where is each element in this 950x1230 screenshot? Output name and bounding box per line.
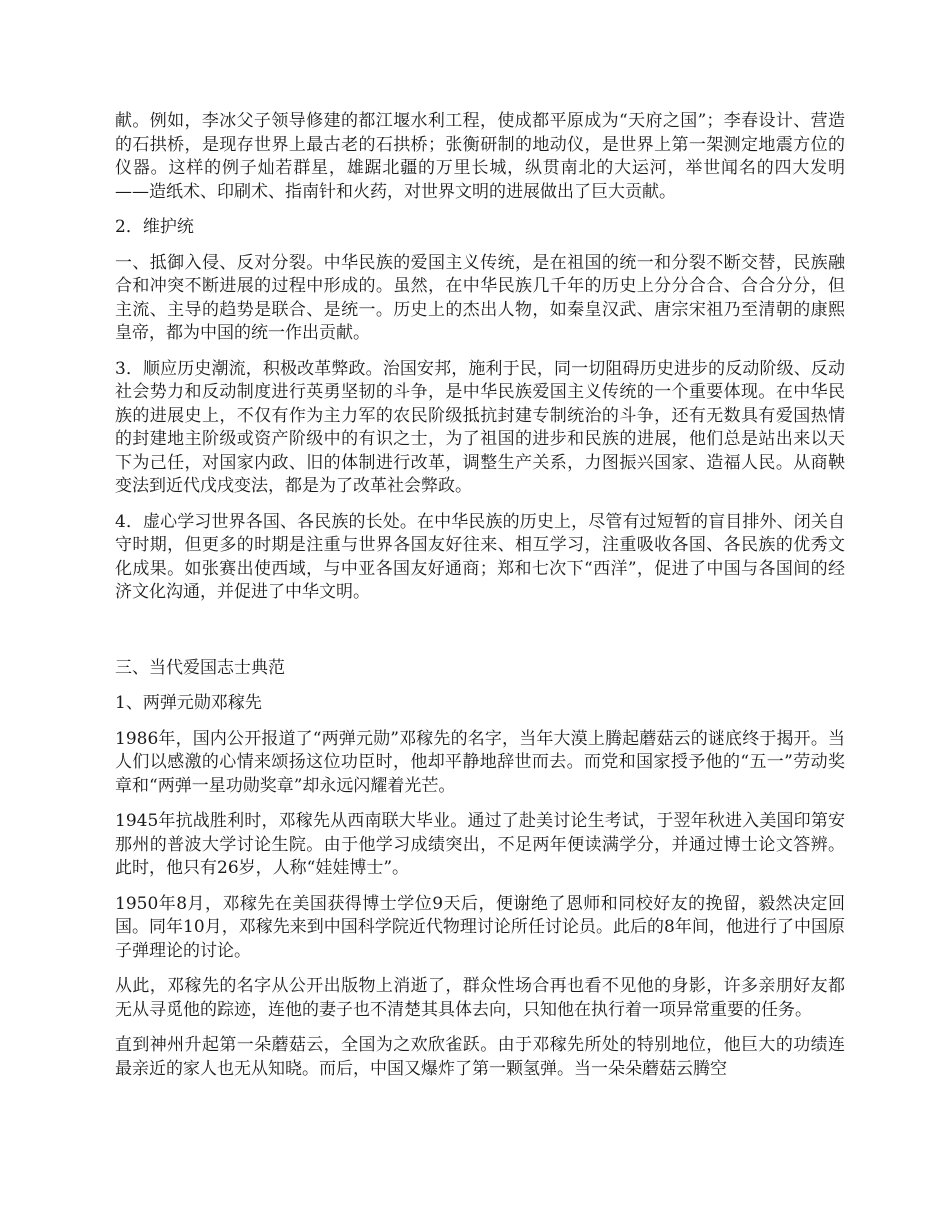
section-heading-patriots: 三、当代爱国志士典范	[115, 657, 285, 678]
paragraph-reform: 3．顺应历史潮流，积极改革弊政。治国安邦，施利于民，同一切阻碍历史进步的反动阶级、反动社会势力和反动制度进行英勇坚韧的斗争，是中华民族爱国主义传统的一个重要体现。在中华民族的进展史上，不仅有作为主力军的农民阶级抵抗封建专制统治的斗争，还有无数具有爱国热情的封建地主阶级或资产阶级中的有识之士，为了祖国的进步和民族的进展，他们总是站出来以天下为己任，对国家内政、旧的体制进行改革，调整生产关系，力图振兴国家、造福人民。从商鞅变法到近代戊戌变法，都是为了改革社会弊政。	[115, 358, 845, 496]
paragraph-disappeared: 从此，邓稼先的名字从公开出版物上消逝了，群众性场合再也看不见他的身影，许多亲朋好友都无从寻觅他的踪迹，连他的妻子也不清楚其具体去向，只知他在执行着一项异常重要的任务。	[115, 976, 845, 1020]
paragraph-mushroom-cloud: 直到神州升起第一朵蘑菇云，全国为之欢欣雀跃。由于邓稼先所处的特别地位，他巨大的功绩连最亲近的家人也无从知晓。而后，中国又爆炸了第一颗氢弹。当一朵朵蘑菇云腾空	[115, 1035, 845, 1079]
paragraph-learn-from-world: 4．虚心学习世界各国、各民族的长处。在中华民族的历史上，尽管有过短暂的盲目排外、闭关自守时期，但更多的时期是注重与世界各国友好往来、相互学习，注重吸收各国、各民族的优秀文化成果。如张赛出使西域，与中亚各国友好通商；郑和七次下“西洋”，促进了中国与各国间的经济文化沟通，并促进了中华文明。	[115, 511, 845, 602]
paragraph-1986: 1986年，国内公开报道了“两弹元勋”邓稼先的名字，当年大漠上腾起蘑菇云的谜底终于揭开。当人们以感激的心情来颂扬这位功臣时，他却平静地辞世而去。而党和国家授予他的“五一”劳动奖章和“两弹一星功勋奖章”却永远闪耀着光芒。	[115, 728, 845, 796]
paragraph-contributions: 献。例如，李冰父子领导修建的都江堰水利工程，使成都平原成为“天府之国”；李春设计、营造的石拱桥，是现存世界上最古老的石拱桥；张衡研制的地动仪，是世界上第一架测定地震方位的仪器。这样的例子灿若群星，雄踞北疆的万里长城，纵贯南北的大运河，举世闻名的四大发明——造纸术、印刷术、指南针和火药，对世界文明的进展做出了巨大贡献。	[115, 111, 845, 202]
paragraph-resist-invasion: 一、抵御入侵、反对分裂。中华民族的爱国主义传统，是在祖国的统一和分裂不断交替，民族融合和冲突不断进展的过程中形成的。虽然，在中华民族几千年的历史上分分合合、合合分分，但主流、主导的趋势是联合、是统一。历史上的杰出人物，如秦皇汉武、唐宗宋祖乃至清朝的康熙皇帝，都为中国的统一作出贡献。	[115, 252, 845, 343]
section-heading-unity: 2．维护统	[115, 217, 194, 237]
paragraph-1950: 1950年8月，邓稼先在美国获得博士学位9天后，便谢绝了恩师和同校好友的挽留，毅然决定回国。同年10月，邓稼先来到中国科学院近代物理讨论所任讨论员。此后的8年间，他进行了中国原子弹理论的讨论。	[115, 893, 845, 961]
section-spacer	[115, 617, 845, 657]
document-page	[115, 110, 845, 1093]
subheading-deng-jiaxian: 1、两弹元勋邓稼先	[115, 693, 262, 713]
paragraph-1945: 1945年抗战胜利时，邓稼先从西南联大毕业。通过了赴美讨论生考试，于翌年秋进入美国印第安那州的普波大学讨论生院。由于他学习成绩突出，不足两年便读满学分，并通过博士论文答辨。此时，他只有26岁，人称“娃娃博士”。	[115, 811, 845, 878]
